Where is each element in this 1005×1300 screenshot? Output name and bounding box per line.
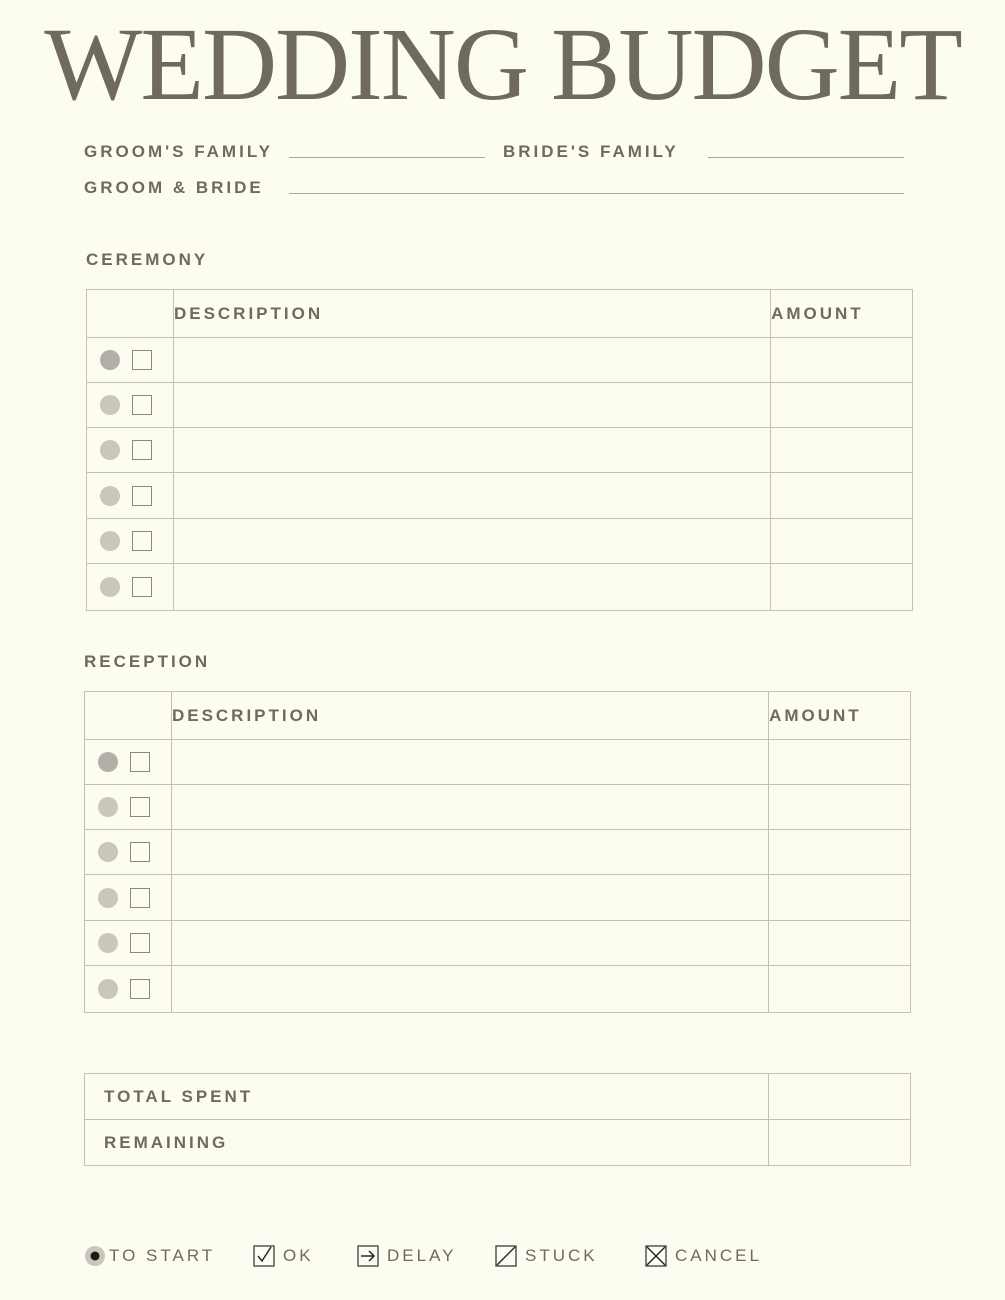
status-checkbox[interactable] xyxy=(132,531,152,551)
summary-row xyxy=(85,1120,911,1166)
amount-cell[interactable] xyxy=(769,830,911,875)
checkmark-box-icon xyxy=(253,1245,275,1267)
legend-label: STUCK xyxy=(525,1246,598,1265)
description-cell[interactable] xyxy=(171,921,768,966)
remaining-label: REMAINING xyxy=(85,1120,769,1166)
ceremony-table xyxy=(86,289,913,611)
description-cell[interactable] xyxy=(171,785,768,830)
legend-to-start xyxy=(84,1245,215,1267)
total-spent-label: TOTAL SPENT xyxy=(85,1074,769,1120)
brides-family-label: BRIDE'S FAMILY xyxy=(503,142,679,161)
description-cell[interactable] xyxy=(171,966,768,1013)
table-row xyxy=(85,785,911,830)
table-row xyxy=(87,338,913,383)
description-cell[interactable] xyxy=(171,740,768,785)
status-header xyxy=(85,692,172,740)
status-checkbox[interactable] xyxy=(130,888,150,908)
description-cell[interactable] xyxy=(171,830,768,875)
table-row xyxy=(87,383,913,428)
status-dot xyxy=(98,933,118,953)
amount-cell[interactable] xyxy=(769,921,911,966)
status-checkbox[interactable] xyxy=(132,395,152,415)
status-checkbox[interactable] xyxy=(130,933,150,953)
legend-stuck xyxy=(495,1245,598,1267)
legend-label: DELAY xyxy=(387,1246,457,1265)
amount-header: AMOUNT xyxy=(771,290,913,338)
x-box-icon xyxy=(645,1245,667,1267)
reception-heading: RECEPTION xyxy=(84,652,211,671)
reception-table xyxy=(84,691,911,1013)
status-header xyxy=(87,290,174,338)
status-dot xyxy=(100,350,120,370)
table-row xyxy=(85,966,911,1013)
amount-cell[interactable] xyxy=(769,785,911,830)
status-dot xyxy=(98,842,118,862)
amount-cell[interactable] xyxy=(771,383,913,428)
legend-label: OK xyxy=(283,1246,314,1265)
status-checkbox[interactable] xyxy=(130,842,150,862)
grooms-family-field[interactable] xyxy=(289,157,485,158)
status-dot xyxy=(100,577,120,597)
table-row xyxy=(85,921,911,966)
amount-header: AMOUNT xyxy=(769,692,911,740)
amount-cell[interactable] xyxy=(771,428,913,473)
status-dot xyxy=(100,531,120,551)
legend-cancel xyxy=(645,1245,762,1267)
amount-cell[interactable] xyxy=(771,519,913,564)
table-header-row xyxy=(87,290,913,338)
description-cell[interactable] xyxy=(173,473,770,519)
status-dot xyxy=(98,888,118,908)
remaining-value[interactable] xyxy=(769,1120,911,1166)
amount-cell[interactable] xyxy=(769,740,911,785)
table-row xyxy=(85,875,911,921)
legend-delay xyxy=(357,1245,457,1267)
legend-ok xyxy=(253,1245,314,1267)
page-title: WEDDING BUDGET xyxy=(44,7,961,122)
description-cell[interactable] xyxy=(173,338,770,383)
description-cell[interactable] xyxy=(173,564,770,611)
status-checkbox[interactable] xyxy=(132,440,152,460)
table-header-row xyxy=(85,692,911,740)
table-row xyxy=(87,564,913,611)
amount-cell[interactable] xyxy=(769,966,911,1013)
summary-row xyxy=(85,1074,911,1120)
to-start-icon xyxy=(84,1245,106,1267)
description-cell[interactable] xyxy=(173,428,770,473)
status-checkbox[interactable] xyxy=(130,797,150,817)
legend-label: TO START xyxy=(109,1246,216,1265)
status-dot xyxy=(98,979,118,999)
description-cell[interactable] xyxy=(171,875,768,921)
table-row xyxy=(87,473,913,519)
status-checkbox[interactable] xyxy=(132,350,152,370)
grooms-family-label: GROOM'S FAMILY xyxy=(84,142,273,161)
groom-bride-field[interactable] xyxy=(289,193,904,194)
summary-table xyxy=(84,1073,911,1166)
status-dot xyxy=(100,395,120,415)
status-dot xyxy=(98,752,118,772)
status-checkbox[interactable] xyxy=(130,979,150,999)
table-row xyxy=(87,519,913,564)
description-header: DESCRIPTION xyxy=(171,692,768,740)
status-dot xyxy=(98,797,118,817)
amount-cell[interactable] xyxy=(771,473,913,519)
description-cell[interactable] xyxy=(173,383,770,428)
amount-cell[interactable] xyxy=(771,564,913,611)
legend-label: CANCEL xyxy=(675,1246,762,1265)
status-dot xyxy=(100,486,120,506)
description-cell[interactable] xyxy=(173,519,770,564)
ceremony-heading: CEREMONY xyxy=(86,250,209,269)
status-checkbox[interactable] xyxy=(130,752,150,772)
table-row xyxy=(87,428,913,473)
slash-box-icon xyxy=(495,1245,517,1267)
amount-cell[interactable] xyxy=(769,875,911,921)
description-header: DESCRIPTION xyxy=(173,290,770,338)
status-checkbox[interactable] xyxy=(132,486,152,506)
brides-family-field[interactable] xyxy=(708,157,904,158)
amount-cell[interactable] xyxy=(771,338,913,383)
total-spent-value[interactable] xyxy=(769,1074,911,1120)
arrow-right-box-icon xyxy=(357,1245,379,1267)
table-row xyxy=(85,740,911,785)
status-checkbox[interactable] xyxy=(132,577,152,597)
table-row xyxy=(85,830,911,875)
status-dot xyxy=(100,440,120,460)
groom-bride-label: GROOM & BRIDE xyxy=(84,178,264,197)
